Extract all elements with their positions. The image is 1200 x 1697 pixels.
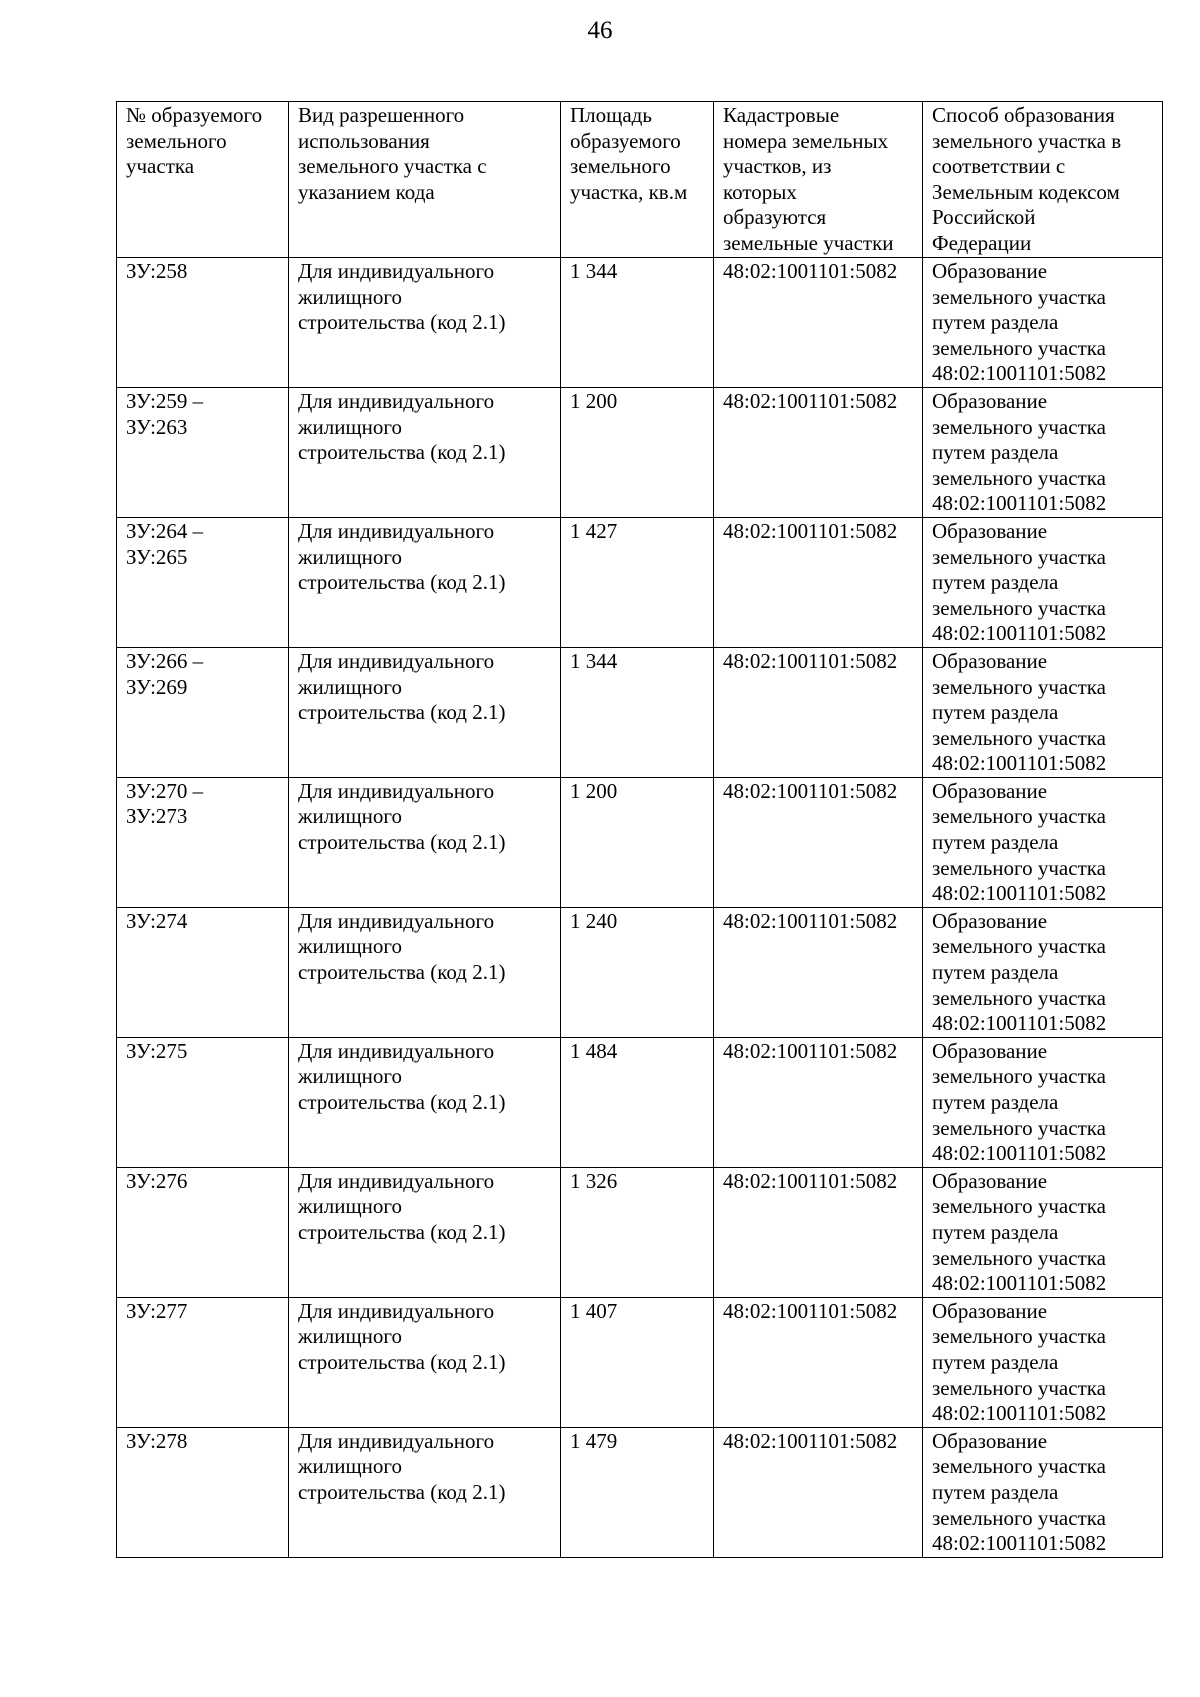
cell-plot-number: ЗУ:278 xyxy=(117,1427,289,1557)
cell-cadastral-number: 48:02:1001101:5082 xyxy=(714,1427,923,1557)
cell-formation-method: Образование земельного участка путем раздела земельного участка 48:02:1001101:5082 xyxy=(923,907,1163,1037)
cell-cadastral-number: 48:02:1001101:5082 xyxy=(714,387,923,517)
cell-plot-number: ЗУ:259 – ЗУ:263 xyxy=(117,387,289,517)
cell-cadastral-number: 48:02:1001101:5082 xyxy=(714,1037,923,1167)
cell-cadastral-number: 48:02:1001101:5082 xyxy=(714,647,923,777)
cell-permitted-use: Для индивидуального жилищного строительства (код 2.1) xyxy=(289,777,561,907)
header-cadastral-numbers: Кадастровые номера земельных участков, из которых образуются земельные участки xyxy=(714,102,923,258)
table-row xyxy=(117,387,1163,517)
header-permitted-use: Вид разрешенного использования земельного участка с указанием кода xyxy=(289,102,561,258)
cell-area: 1 326 xyxy=(561,1167,714,1297)
table-header-row xyxy=(117,102,1163,258)
cell-cadastral-number: 48:02:1001101:5082 xyxy=(714,1167,923,1297)
cell-plot-number: ЗУ:264 – ЗУ:265 xyxy=(117,517,289,647)
cell-permitted-use: Для индивидуального жилищного строительства (код 2.1) xyxy=(289,517,561,647)
table-row xyxy=(117,777,1163,907)
cell-formation-method: Образование земельного участка путем раздела земельного участка 48:02:1001101:5082 xyxy=(923,517,1163,647)
table-row xyxy=(117,647,1163,777)
cell-area: 1 200 xyxy=(561,777,714,907)
cell-formation-method: Образование земельного участка путем раздела земельного участка 48:02:1001101:5082 xyxy=(923,1427,1163,1557)
cell-plot-number: ЗУ:266 – ЗУ:269 xyxy=(117,647,289,777)
cell-permitted-use: Для индивидуального жилищного строительства (код 2.1) xyxy=(289,907,561,1037)
page-number: 46 xyxy=(587,17,613,44)
cell-permitted-use: Для индивидуального жилищного строительства (код 2.1) xyxy=(289,387,561,517)
header-plot-number: № образуемого земельного участка xyxy=(117,102,289,258)
cell-plot-number: ЗУ:274 xyxy=(117,907,289,1037)
cell-permitted-use: Для индивидуального жилищного строительства (код 2.1) xyxy=(289,258,561,388)
cell-cadastral-number: 48:02:1001101:5082 xyxy=(714,777,923,907)
table-row xyxy=(117,907,1163,1037)
cell-area: 1 484 xyxy=(561,1037,714,1167)
cell-plot-number: ЗУ:258 xyxy=(117,258,289,388)
cell-formation-method: Образование земельного участка путем раздела земельного участка 48:02:1001101:5082 xyxy=(923,258,1163,388)
table-row xyxy=(117,258,1163,388)
table-row xyxy=(117,1037,1163,1167)
cell-cadastral-number: 48:02:1001101:5082 xyxy=(714,1297,923,1427)
cell-area: 1 344 xyxy=(561,647,714,777)
table-row xyxy=(117,517,1163,647)
cell-cadastral-number: 48:02:1001101:5082 xyxy=(714,517,923,647)
cell-area: 1 200 xyxy=(561,387,714,517)
cell-plot-number: ЗУ:275 xyxy=(117,1037,289,1167)
cell-permitted-use: Для индивидуального жилищного строительства (код 2.1) xyxy=(289,1167,561,1297)
cell-area: 1 240 xyxy=(561,907,714,1037)
cell-plot-number: ЗУ:270 – ЗУ:273 xyxy=(117,777,289,907)
cell-formation-method: Образование земельного участка путем раздела земельного участка 48:02:1001101:5082 xyxy=(923,1037,1163,1167)
cell-formation-method: Образование земельного участка путем раздела земельного участка 48:02:1001101:5082 xyxy=(923,1297,1163,1427)
cell-permitted-use: Для индивидуального жилищного строительства (код 2.1) xyxy=(289,1297,561,1427)
header-area: Площадь образуемого земельного участка, кв.м xyxy=(561,102,714,258)
cell-formation-method: Образование земельного участка путем раздела земельного участка 48:02:1001101:5082 xyxy=(923,387,1163,517)
table-row xyxy=(117,1167,1163,1297)
cell-area: 1 479 xyxy=(561,1427,714,1557)
cell-area: 1 344 xyxy=(561,258,714,388)
cell-plot-number: ЗУ:277 xyxy=(117,1297,289,1427)
cell-cadastral-number: 48:02:1001101:5082 xyxy=(714,258,923,388)
cell-cadastral-number: 48:02:1001101:5082 xyxy=(714,907,923,1037)
land-plots-table xyxy=(116,101,1163,1558)
header-formation-method: Способ образования земельного участка в соответствии с Земельным кодексом Российской Федерации xyxy=(923,102,1163,258)
cell-formation-method: Образование земельного участка путем раздела земельного участка 48:02:1001101:5082 xyxy=(923,647,1163,777)
cell-permitted-use: Для индивидуального жилищного строительства (код 2.1) xyxy=(289,1427,561,1557)
cell-area: 1 427 xyxy=(561,517,714,647)
cell-permitted-use: Для индивидуального жилищного строительства (код 2.1) xyxy=(289,1037,561,1167)
table-row xyxy=(117,1427,1163,1557)
cell-formation-method: Образование земельного участка путем раздела земельного участка 48:02:1001101:5082 xyxy=(923,1167,1163,1297)
cell-area: 1 407 xyxy=(561,1297,714,1427)
cell-permitted-use: Для индивидуального жилищного строительства (код 2.1) xyxy=(289,647,561,777)
cell-plot-number: ЗУ:276 xyxy=(117,1167,289,1297)
table-row xyxy=(117,1297,1163,1427)
cell-formation-method: Образование земельного участка путем раздела земельного участка 48:02:1001101:5082 xyxy=(923,777,1163,907)
